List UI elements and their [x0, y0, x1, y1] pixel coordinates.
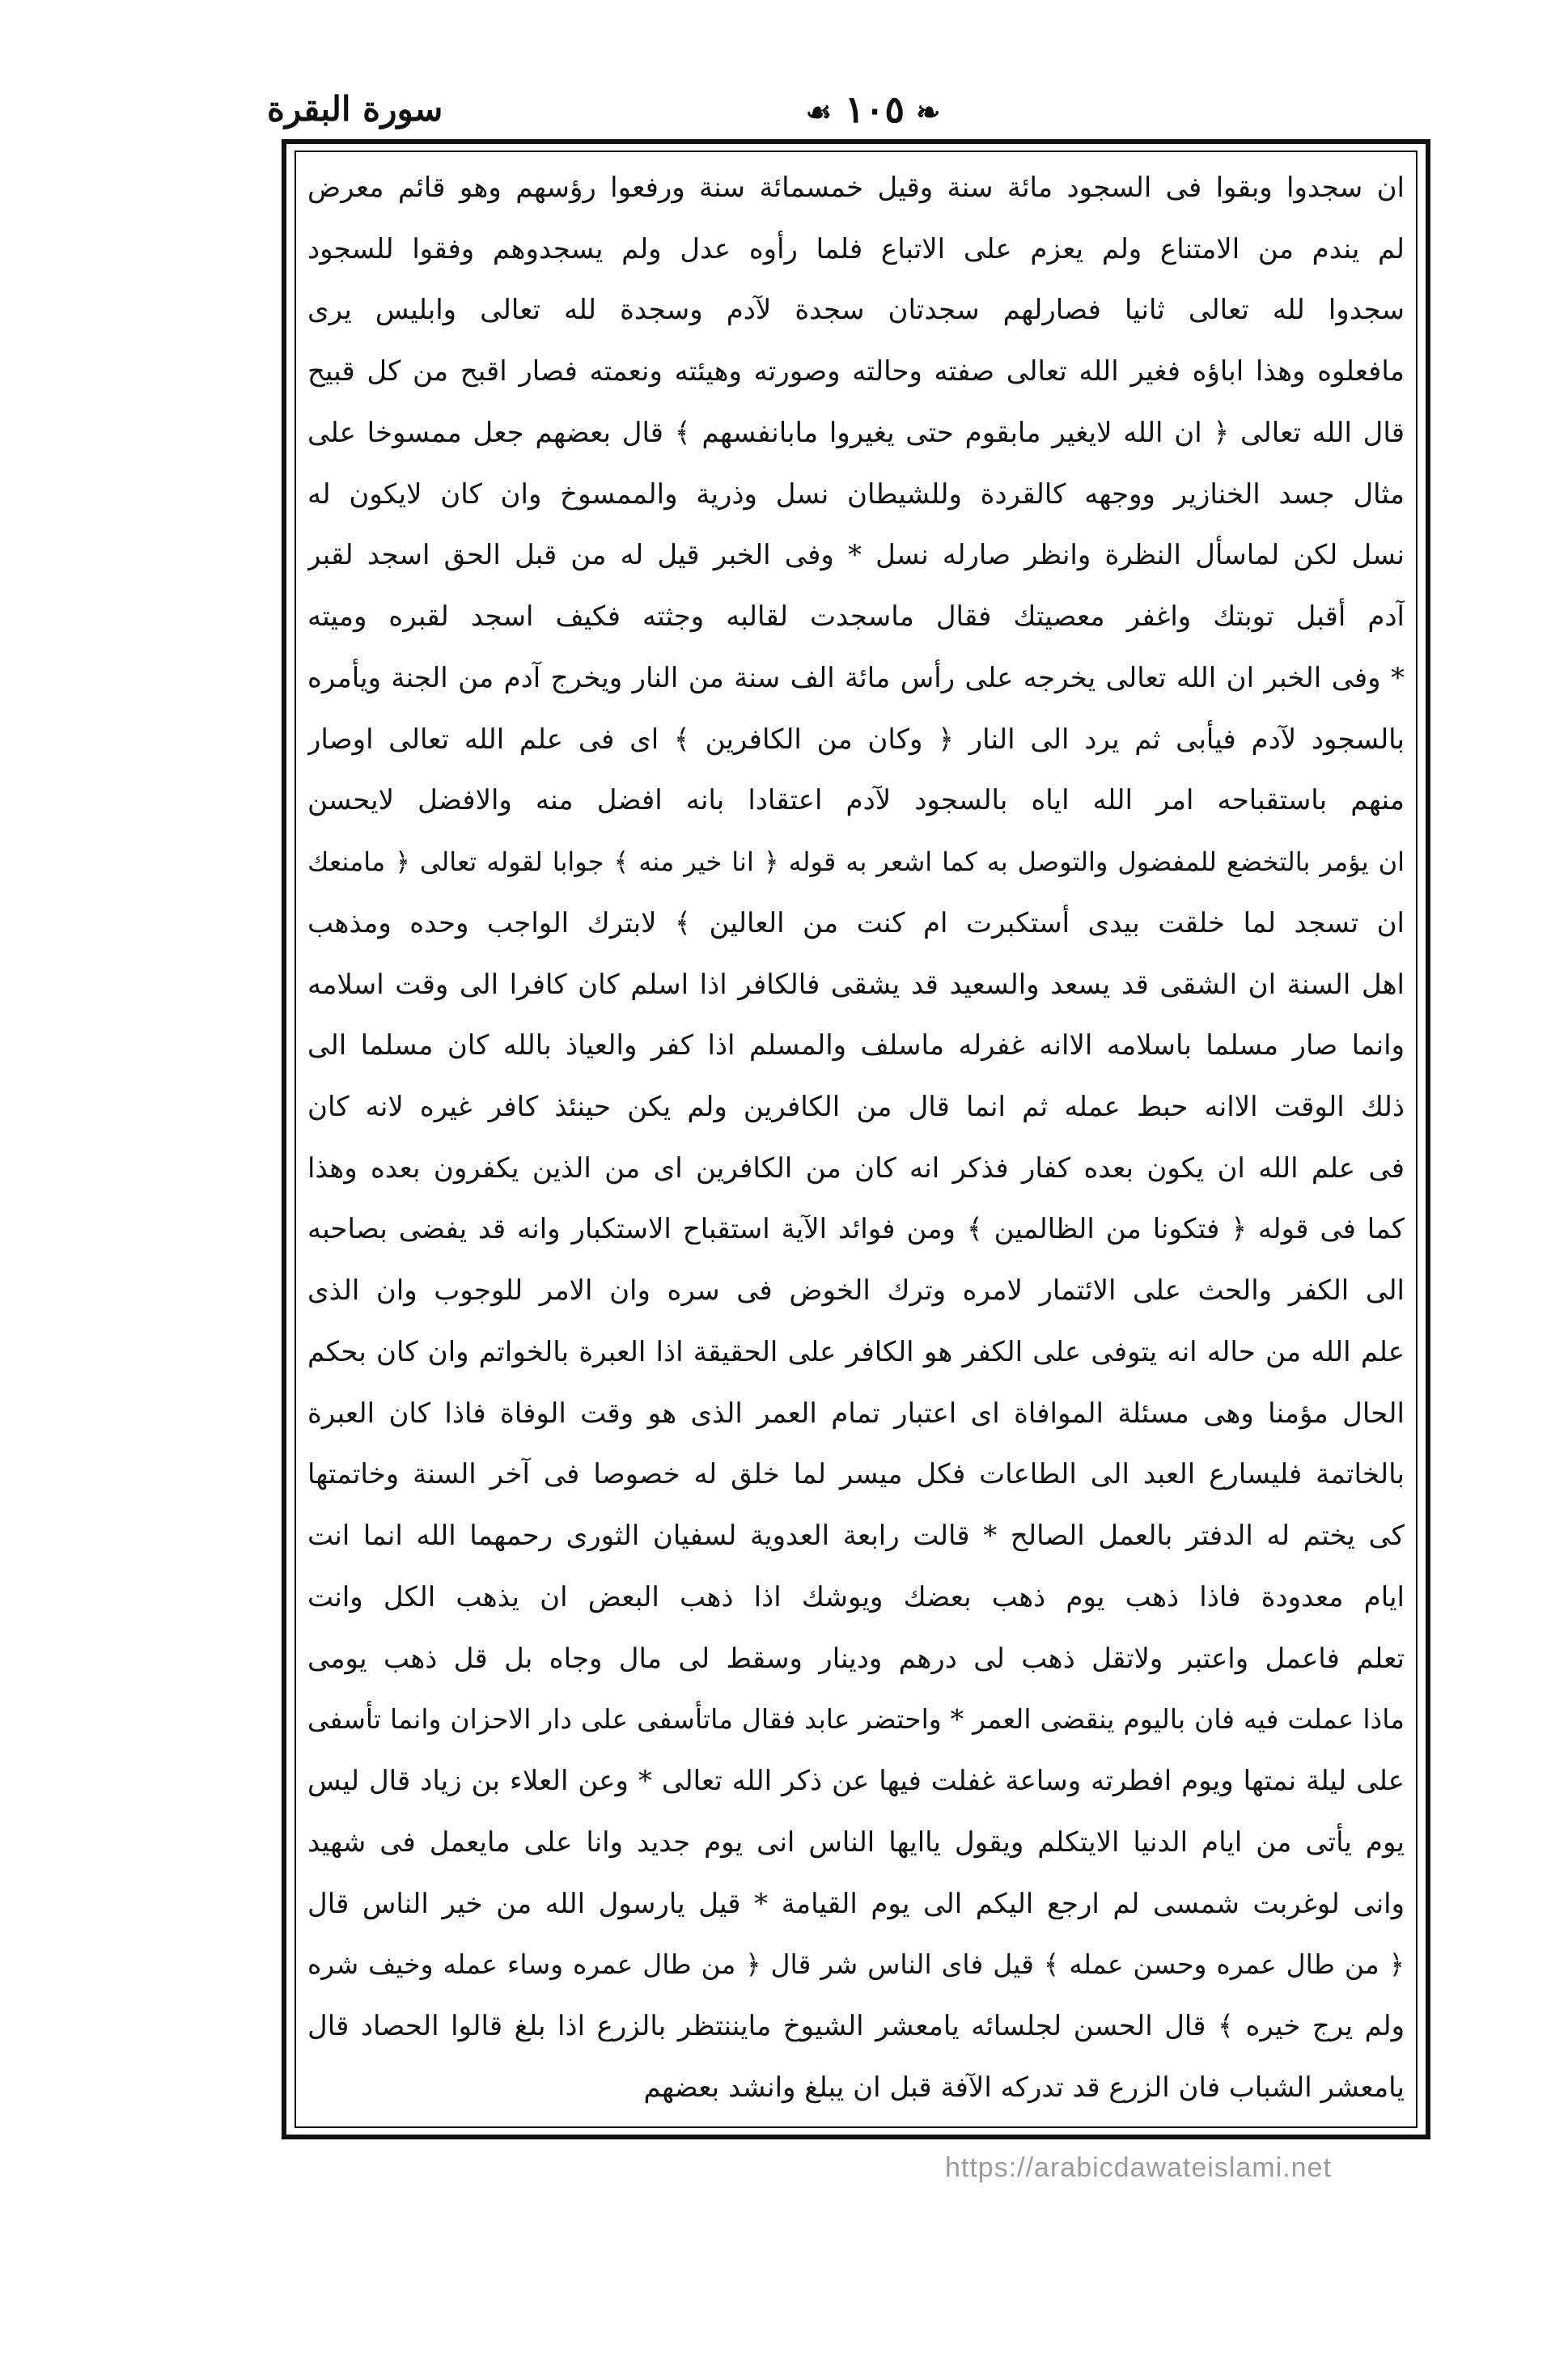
text-line: * وفى الخبر ان الله تعالى يخرجه على رأس مائة الف سنة من النار ويخرج آدم من الجنة ويأمره [307, 661, 1405, 694]
text-line: لم يندم من الامتناع ولم يعزم على الاتباع فلما رأوه عدل ولم يسجدوهم وفقوا للسجود [307, 232, 1405, 265]
text-line: ماذا عملت فيه فان باليوم ينقضى العمر * واحتضر عابد فقال ماتأسفى على دار الاحزان وانما تأسفى [307, 1703, 1405, 1736]
text-line: تعلم فاعمل واعتبر ولاتقل ذهب لى درهم ودينار وسقط لى مال وجاه بل قل ذهب يومى [307, 1642, 1405, 1675]
ornament-icon: ❧ [916, 95, 943, 129]
text-line: يوم يأتى من ايام الدنيا الايتكلم ويقول ياايها الناس انى يوم جديد وانا على مايعمل فى شهيد [307, 1825, 1405, 1859]
text-line: فى علم الله ان يكون بعده كفار فذكر انه كان من الكافرين اى من الذين يكفرون بعده وهذا [307, 1151, 1405, 1185]
text-line: سجدوا لله تعالى ثانيا فصارلهم سجدتان سجدة لآدم وسجدة لله تعالى وابليس يرى [307, 294, 1405, 327]
text-line: ان سجدوا وبقوا فى السجود مائة سنة وقيل خمسمائة سنة ورفعوا رؤسهم وهو قائم معرض [307, 172, 1405, 204]
text-line: يامعشر الشباب فان الزرع قد تدركه الآفة قبل ان يبلغ وانشد بعضهم [643, 2071, 1405, 2104]
text-line: وانما صار مسلما باسلامه الاانه غفرله ماسلف والمسلم اذا كفر والعياذ بالله كان مسلما الى [307, 1029, 1405, 1062]
text-line: ان يؤمر بالتخضع للمفضول والتوصل به كما اشعر به قوله ﴿ انا خير منه ﴾ جوابا لقوله تعالى ﴿ مامنعك [307, 846, 1405, 878]
watermark-url: https://arabicdawateislami.net [945, 2152, 1332, 2183]
text-line: الحال مؤمنا وهى مسئلة الموافاة اى اعتبار تمام العمر الذى هو وقت الوفاة فاذا كان العبرة [307, 1397, 1405, 1430]
text-line: على ليلة نمتها ويوم افطرته وساعة غفلت فيها عن ذكر الله تعالى * وعن العلاء بن زياد قال ليس [307, 1765, 1405, 1798]
text-line: آدم أقبل توبتك واغفر معصيتك فقال ماسجدت لقالبه وجثته فكيف اسجد لقبره وميته [307, 600, 1405, 634]
text-line: بالخاتمة فليسارع العبد الى الطاعات فكل ميسر لما خلق له خصوصا فى آخر السنة وخاتمتها [307, 1458, 1405, 1491]
page-number-block [267, 87, 1481, 131]
text-line: ولم يرج خيره ﴾ قال الحسن لجلسائه يامعشر الشيوخ مايننتظر بالزرع اذا بلغ قالوا الحصاد قال [307, 2010, 1405, 2043]
text-line: مثال جسد الخنازير ووجهه كالقردة وللشيطان نسل وذرية والممسوخ وان كان لايكون له [307, 477, 1405, 511]
text-line: علم الله من حاله انه يتوفى على الكفر هو الكافر على الحقيقة اذا العبرة بالخواتم وان كان بحكم [307, 1335, 1405, 1368]
text-line: قال الله تعالى ﴿ ان الله لايغير مابقوم حتى يغيروا مابانفسهم ﴾ قال بعضهم جعل ممسوخا على [307, 416, 1405, 449]
text-line: بالسجود لآدم فيأبى ثم يرد الى النار ﴿ وكان من الكافرين ﴾ اى فى علم الله تعالى اوصار [307, 723, 1405, 756]
ornament-icon: ☙ [805, 95, 833, 129]
text-line: ايام معدودة فاذا ذهب يوم ذهب بعضك ويوشك اذا ذهب البعض ان يذهب الكل وانت [307, 1580, 1405, 1613]
text-line: منهم باستقباحه امر الله اياه بالسجود لآدم اعتقادا بانه افضل منه والافضل لايحسن [307, 784, 1405, 817]
text-line: اهل السنة ان الشقى قد يسعد والسعيد قد يشقى فالكافر اذا اسلم كان كافرا الى وقت اسلامه [307, 968, 1405, 1001]
surah-name: سورة البقرة [267, 89, 443, 129]
body-text [307, 159, 1405, 2117]
text-line: ان تسجد لما خلقت بيدى أستكبرت ام كنت من العالين ﴾ لابترك الواجب وحده ومذهب [307, 906, 1405, 939]
text-line: الى الكفر والحث على الائتمار لامره وترك الخوض فى سره وان الامر للوجوب وان الذى [307, 1274, 1405, 1308]
text-line: مافعلوه وهذا اباؤه فغير الله تعالى صفته وحالته وصورته وهيئته ونعمته فصار اقبح من كل قبيح [307, 355, 1405, 388]
text-line: كما فى قوله ﴿ فتكونا من الظالمين ﴾ ومن فوائد الآية استقباح الاستكبار وانه قد يفضى بصاحبه [307, 1213, 1405, 1246]
page-header [267, 81, 1481, 146]
text-line: كى يختم له الدفتر بالعمل الصالح * قالت رابعة العدوية لسفيان الثورى رحمهما الله انما انت [307, 1520, 1405, 1553]
text-line: نسل لكن لماسأل النظرة وانظر صارله نسل * وفى الخبر قيل له من قبل الحق اسجد لقبر [307, 539, 1405, 572]
text-line: وانى لوغربت شمسى لم ارجع اليكم الى يوم القيامة * قيل يارسول الله من خير الناس قال [307, 1887, 1405, 1920]
text-line: ذلك الوقت الاانه حبط عمله ثم انما قال من الكافرين ولم يكن حينئذ كافر غيره لانه كان [307, 1091, 1405, 1124]
page-number: ١٠٥ [844, 87, 905, 131]
text-line: ﴿ من طال عمره وحسن عمله ﴾ قيل فاى الناس شر قال ﴿ من طال عمره وساء عمله وخيف شره [307, 1948, 1405, 1981]
